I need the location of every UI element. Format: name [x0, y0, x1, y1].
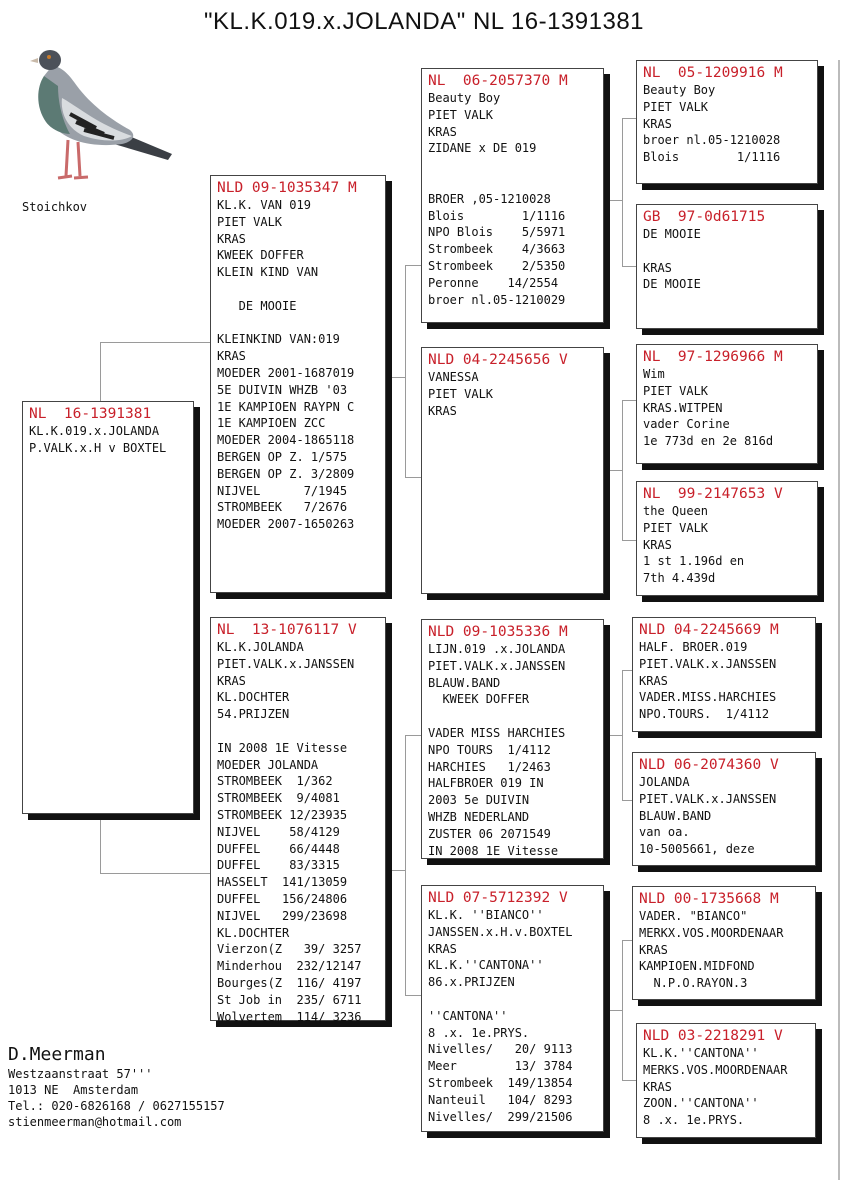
pedigree-card-dss [632, 617, 816, 732]
card-text: JOLANDA PIET.VALK.x.JANSSEN BLAUW.BAND van oa. 10-5005661, deze [639, 775, 777, 857]
ring-number: NLD 07-5712392 V [428, 890, 568, 906]
connector [622, 118, 636, 119]
ring-number: NLD 09-1035336 M [428, 624, 568, 640]
card-text: KL.K. ''BIANCO'' JANSSEN.x.H.v.BOXTEL KRAS KL.K.''CANTONA'' 86.x.PRIJZEN ''CANTONA'' 8 .x. 1e.PRYS. Nivelles/ 20/ 9113 Meer 13/ 3784 Strombeek 149/13854 Nanteuil 104/ 8293 Nivelles/ 299/21506 [428, 908, 573, 1124]
breeder-email: stienmeerman@hotmail.com [8, 1115, 182, 1129]
pedigree-card-sss [636, 60, 818, 184]
card-text: VANESSA PIET VALK KRAS [428, 370, 494, 418]
card-text: KL.K.''CANTONA'' MERKS.VOS.MOORDENAAR KRAS ZOON.''CANTONA'' 8 .x. 1e.PRYS. [643, 1046, 788, 1128]
card-text: KL.K.JOLANDA PIET.VALK.x.JANSSEN KRAS KL.DOCHTER 54.PRIJZEN IN 2008 1E Vitesse MOEDER JOLANDA STROMBEEK 1/362 STROMBEEK 9/4081 STROMBEEK 12/23935 NIJVEL 58/4129 DUFFEL 66/4448 DUFFEL 83/3315 HASSELT 141/13059 DUFFEL 156/24806 NIJVEL 299/23698 KL.DOCHTER Vierzon(Z 39/ 3257 Minderhou 232/12147 Bourges(Z 116/ 4197 St Job in 235/ 6711 Wolvertem 114/ 3236 [217, 640, 362, 1024]
card-text: VADER. "BIANCO" MERKX.VOS.MOORDENAAR KRAS KAMPIOEN.MIDFOND N.P.O.RAYON.3 [639, 909, 784, 991]
ring-number: NL 05-1209916 M [643, 65, 783, 81]
page-edge-shadow [838, 60, 840, 1180]
breeder-address: Westzaanstraat 57''' [8, 1067, 153, 1081]
connector [386, 870, 406, 871]
pedigree-card-sire-sire [421, 68, 604, 323]
connector [100, 342, 210, 343]
ring-number: NLD 09-1035347 M [217, 180, 357, 196]
pedigree-card-sire-dam [421, 347, 604, 594]
pedigree-card-ssd [636, 204, 818, 329]
connector [604, 470, 623, 471]
ring-number: NLD 04-2245669 M [639, 622, 779, 638]
breeder-name: D.Meerman [8, 1044, 106, 1065]
connector [405, 735, 421, 736]
pedigree-card-dam-sire [421, 619, 604, 859]
card-text: LIJN.019 .x.JOLANDA PIET.VALK.x.JANSSEN BLAUW.BAND KWEEK DOFFER VADER MISS HARCHIES NPO TOURS 1/4112 HARCHIES 1/2463 HALFBROER 019 IN 2003 5e DUIVIN WHZB NEDERLAND ZUSTER 06 2071549 IN 2008 1E Vitesse [428, 642, 566, 858]
ring-number: NL 16-1391381 [29, 406, 152, 422]
connector [386, 377, 406, 378]
connector [405, 265, 421, 266]
card-text: Beauty Boy PIET VALK KRAS ZIDANE x DE 019 BROER ,05-1210028 Blois 1/1116 NPO Blois 5/5971 Strombeek 4/3663 Strombeek 2/5350 Peronne 14/2554 broer nl.05-1210029 [428, 91, 566, 307]
connector [622, 540, 636, 541]
connector [604, 1010, 623, 1011]
ring-number: NL 97-1296966 M [643, 349, 783, 365]
breeder-phone: Tel.: 020-6826168 / 0627155157 [8, 1099, 225, 1113]
ring-number: NLD 03-2218291 V [643, 1028, 783, 1044]
ring-number: NL 06-2057370 M [428, 73, 568, 89]
ring-number: NLD 00-1735668 M [639, 891, 779, 907]
pedigree-card-sdd [636, 481, 818, 596]
connector [622, 118, 623, 266]
ring-number: NL 13-1076117 V [217, 622, 357, 638]
ring-number: NLD 06-2074360 V [639, 757, 779, 773]
photo-caption: Stoichkov [22, 200, 88, 214]
pedigree-title: "KL.K.019.x.JOLANDA" NL 16-1391381 [203, 8, 645, 35]
card-text: KL.K. VAN 019 PIET VALK KRAS KWEEK DOFFER KLEIN KIND VAN DE MOOIE KLEINKIND VAN:019 KRAS MOEDER 2001-1687019 5E DUIVIN WHZB '03 1E KAMPIOEN RAYPN C 1E KAMPIOEN ZCC MOEDER 2004-1865118 BERGEN OP Z. 1/575 BERGEN OP Z. 3/2809 NIJVEL 7/1945 STROMBEEK 7/2676 MOEDER 2007-1650263 [217, 198, 355, 532]
connector [100, 342, 101, 402]
card-text: HALF. BROER.019 PIET.VALK.x.JANSSEN KRAS VADER.MISS.HARCHIES NPO.TOURS. 1/4112 [639, 640, 777, 722]
pedigree-card-dsd [632, 752, 816, 866]
card-text: KL.K.019.x.JOLANDA P.VALK.x.H v BOXTEL [29, 424, 167, 455]
connector [405, 995, 421, 996]
pedigree-card-subject [22, 401, 194, 814]
pedigree-card-dam-dam [421, 885, 604, 1132]
connector [622, 1080, 636, 1081]
pedigree-card-sds [636, 344, 818, 464]
card-text: Wim PIET VALK KRAS.WITPEN vader Corine 1e 773d en 2e 816d [643, 367, 774, 449]
pedigree-card-ddd [636, 1023, 816, 1138]
connector [405, 477, 421, 478]
connector [405, 265, 406, 477]
connector [604, 735, 623, 736]
pigeon-photo [22, 36, 182, 196]
breeder-postcode: 1013 NE Amsterdam [8, 1083, 139, 1097]
ring-number: NL 99-2147653 V [643, 486, 783, 502]
card-text: DE MOOIE KRAS DE MOOIE [643, 227, 701, 292]
connector [622, 400, 636, 401]
breeder-contact [8, 1044, 225, 1130]
connector [622, 266, 636, 267]
connector [100, 815, 101, 873]
pedigree-card-dds [632, 886, 816, 1000]
connector [604, 200, 623, 201]
pedigree-card-sire [210, 175, 386, 593]
ring-number: NLD 04-2245656 V [428, 352, 568, 368]
pedigree-card-dam [210, 617, 386, 1024]
card-text: the Queen PIET VALK KRAS 1 st 1.196d en 7th 4.439d [643, 504, 745, 586]
connector [100, 873, 210, 874]
connector [405, 735, 406, 995]
ring-number: GB 97-0d61715 [643, 209, 766, 225]
card-text: Beauty Boy PIET VALK KRAS broer nl.05-1210028 Blois 1/1116 [643, 83, 781, 165]
